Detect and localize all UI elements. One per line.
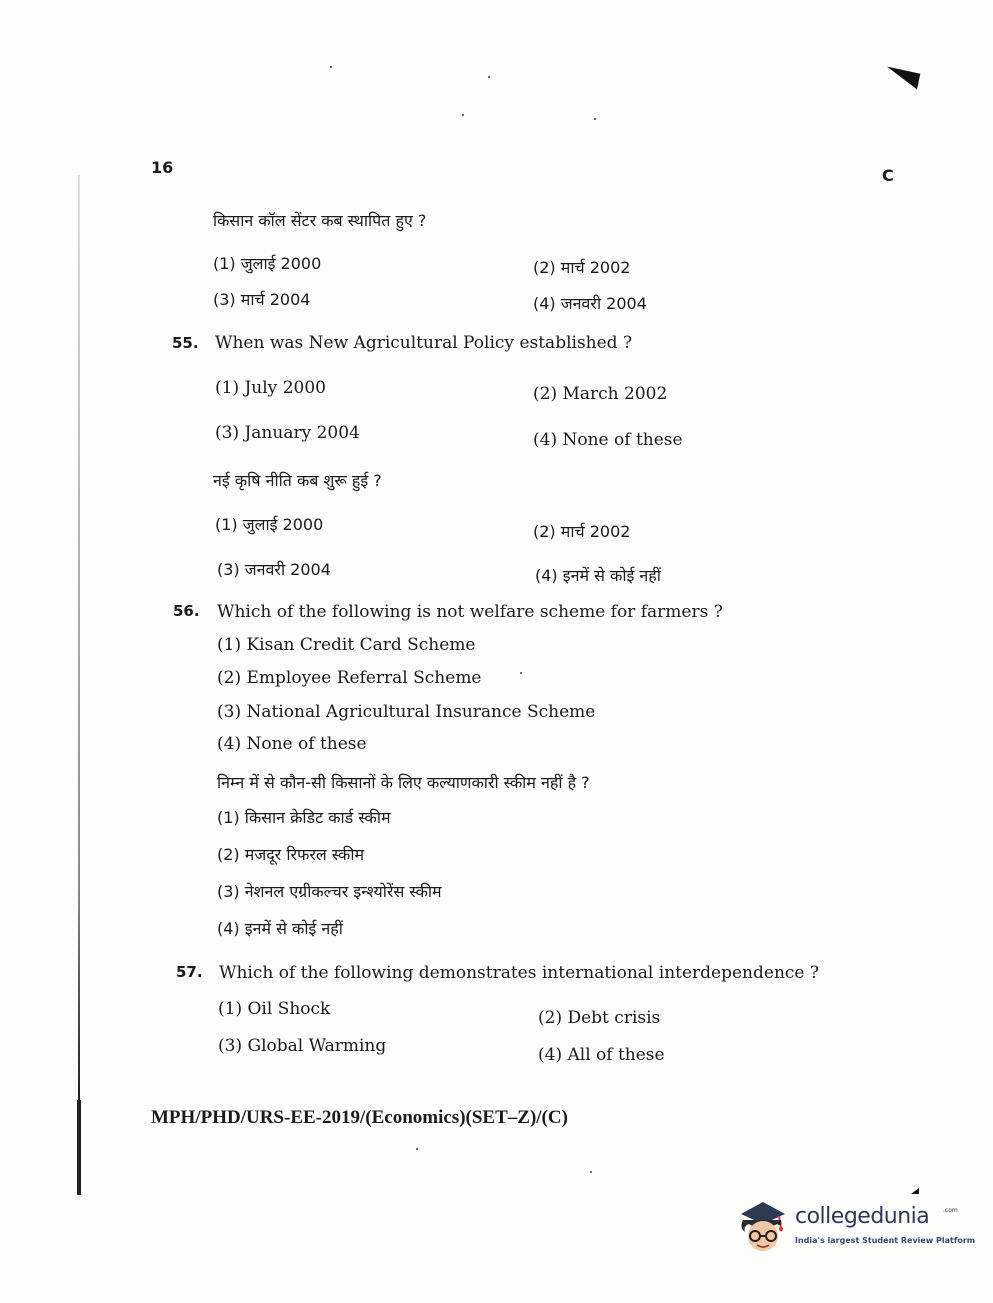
q57-option-3-english: (3) Global Warming bbox=[218, 1036, 387, 1056]
scan-speck bbox=[330, 66, 332, 68]
set-letter: C bbox=[882, 166, 894, 185]
q55-question-english: When was New Agricultural Policy established ? bbox=[215, 333, 633, 353]
scan-speck bbox=[594, 118, 596, 120]
student-mascot-icon bbox=[735, 1198, 791, 1256]
scan-speck bbox=[416, 1148, 418, 1150]
q54-option-4-hindi: (4) जनवरी 2004 bbox=[533, 294, 647, 313]
binding-edge-line bbox=[78, 175, 80, 1195]
q56-option-3-hindi: (3) नेशनल एग्रीकल्चर इन्श्योरेंस स्कीम bbox=[217, 882, 442, 901]
scan-speck bbox=[590, 1171, 592, 1173]
scan-speck bbox=[520, 672, 522, 674]
logo-dotcom: .com bbox=[943, 1207, 958, 1214]
q56-option-3-english: (3) National Agricultural Insurance Scheme bbox=[217, 702, 596, 722]
q54-question-hindi: किसान कॉल सेंटर कब स्थापित हुए ? bbox=[213, 211, 427, 230]
q55-number: 55. bbox=[172, 334, 199, 352]
q57-option-4-english: (4) All of these bbox=[538, 1045, 665, 1065]
logo-tagline: India's largest Student Review Platform bbox=[795, 1236, 976, 1245]
q57-option-2-english: (2) Debt crisis bbox=[538, 1008, 661, 1028]
q55-option-2-hindi: (2) मार्च 2002 bbox=[533, 522, 631, 541]
q56-option-4-hindi: (4) इनमें से कोई नहीं bbox=[217, 919, 343, 938]
q55-option-4-english: (4) None of these bbox=[533, 430, 683, 450]
page-number: 16 bbox=[151, 158, 174, 177]
q55-question-hindi: नई कृषि नीति कब शुरू हुई ? bbox=[213, 471, 382, 490]
q55-option-4-hindi: (4) इनमें से कोई नहीं bbox=[535, 566, 661, 585]
paper-code-footer: MPH/PHD/URS-EE-2019/(Economics)(SET–Z)/(C) bbox=[151, 1107, 568, 1128]
q54-option-2-hindi: (2) मार्च 2002 bbox=[533, 258, 631, 277]
q55-option-1-english: (1) July 2000 bbox=[215, 378, 326, 398]
q57-option-1-english: (1) Oil Shock bbox=[218, 999, 331, 1019]
binding-edge-shadow bbox=[77, 1100, 81, 1195]
q56-question-hindi: निम्न में से कौन-सी किसानों के लिए कल्याणकारी स्कीम नहीं है ? bbox=[217, 773, 590, 792]
corner-registration-mark bbox=[884, 67, 921, 90]
scan-speck bbox=[488, 76, 490, 78]
q56-option-1-hindi: (1) किसान क्रेडिट कार्ड स्कीम bbox=[217, 808, 391, 827]
q54-option-1-hindi: (1) जुलाई 2000 bbox=[213, 254, 322, 273]
q56-question-english: Which of the following is not welfare scheme for farmers ? bbox=[217, 602, 723, 622]
collegedunia-logo bbox=[735, 1198, 976, 1260]
q56-option-2-english: (2) Employee Referral Scheme bbox=[217, 668, 482, 688]
q56-option-1-english: (1) Kisan Credit Card Scheme bbox=[217, 635, 476, 655]
scan-speck bbox=[462, 114, 464, 116]
q55-option-2-english: (2) March 2002 bbox=[533, 384, 668, 404]
q57-question-english: Which of the following demonstrates international interdependence ? bbox=[219, 963, 819, 983]
q57-number: 57. bbox=[176, 963, 203, 981]
q56-option-4-english: (4) None of these bbox=[217, 734, 367, 754]
q56-option-2-hindi: (2) मजदूर रिफरल स्कीम bbox=[217, 845, 365, 864]
q55-option-3-english: (3) January 2004 bbox=[215, 423, 360, 443]
q56-number: 56. bbox=[173, 602, 200, 620]
q55-option-3-hindi: (3) जनवरी 2004 bbox=[217, 560, 331, 579]
q54-option-3-hindi: (3) मार्च 2004 bbox=[213, 290, 311, 309]
logo-wordmark: collegedunia bbox=[795, 1204, 930, 1229]
q55-option-1-hindi: (1) जुलाई 2000 bbox=[215, 515, 324, 534]
corner-registration-mark-small bbox=[911, 1188, 919, 1194]
